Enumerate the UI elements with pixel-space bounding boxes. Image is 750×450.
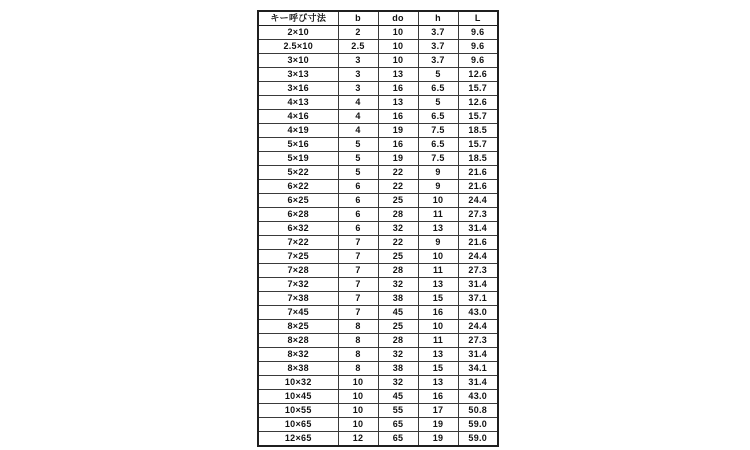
table-cell: 2.5×10 <box>258 40 338 54</box>
table-cell: 12.6 <box>458 96 498 110</box>
table-cell: 6.5 <box>418 138 458 152</box>
table-cell: 6 <box>338 208 378 222</box>
table-cell: 4×19 <box>258 124 338 138</box>
table-row <box>258 418 498 432</box>
table-row <box>258 390 498 404</box>
table-cell: 43.0 <box>458 390 498 404</box>
table-cell: 3.7 <box>418 54 458 68</box>
table-cell: 43.0 <box>458 306 498 320</box>
header-row <box>258 11 498 26</box>
table-cell: 7 <box>338 306 378 320</box>
table-row <box>258 292 498 306</box>
table-cell: 10 <box>338 376 378 390</box>
table-cell: 2.5 <box>338 40 378 54</box>
column-header-h: h <box>418 11 458 26</box>
table-cell: 13 <box>418 278 458 292</box>
table-row <box>258 152 498 166</box>
table-cell: 2 <box>338 26 378 40</box>
table-cell: 27.3 <box>458 334 498 348</box>
table-cell: 6×32 <box>258 222 338 236</box>
table-body <box>258 26 498 447</box>
table-cell: 9.6 <box>458 26 498 40</box>
table-row <box>258 320 498 334</box>
table-cell: 10×45 <box>258 390 338 404</box>
table-cell: 5 <box>338 152 378 166</box>
table-cell: 24.4 <box>458 250 498 264</box>
table-cell: 65 <box>378 418 418 432</box>
table-row <box>258 222 498 236</box>
table-cell: 7 <box>338 292 378 306</box>
table-cell: 8 <box>338 334 378 348</box>
table-cell: 31.4 <box>458 376 498 390</box>
table-cell: 31.4 <box>458 348 498 362</box>
table-cell: 10×65 <box>258 418 338 432</box>
column-header-L: L <box>458 11 498 26</box>
table-cell: 31.4 <box>458 222 498 236</box>
table-cell: 3 <box>338 54 378 68</box>
table-cell: 3.7 <box>418 40 458 54</box>
table-cell: 27.3 <box>458 264 498 278</box>
table-row <box>258 194 498 208</box>
table-cell: 28 <box>378 264 418 278</box>
table-cell: 8×32 <box>258 348 338 362</box>
table-cell: 24.4 <box>458 320 498 334</box>
table-cell: 7×45 <box>258 306 338 320</box>
table-cell: 5×22 <box>258 166 338 180</box>
table-cell: 25 <box>378 320 418 334</box>
table-cell: 10 <box>378 26 418 40</box>
table-cell: 10 <box>338 390 378 404</box>
table-row <box>258 250 498 264</box>
table-cell: 16 <box>378 138 418 152</box>
table-cell: 17 <box>418 404 458 418</box>
table-cell: 5 <box>338 166 378 180</box>
table-cell: 5 <box>418 68 458 82</box>
table-cell: 16 <box>418 390 458 404</box>
table-cell: 45 <box>378 306 418 320</box>
table-cell: 15 <box>418 292 458 306</box>
table-cell: 22 <box>378 236 418 250</box>
table-cell: 7×38 <box>258 292 338 306</box>
table-cell: 19 <box>378 124 418 138</box>
table-cell: 10 <box>418 320 458 334</box>
table-cell: 65 <box>378 432 418 447</box>
table-cell: 15.7 <box>458 110 498 124</box>
table-row <box>258 82 498 96</box>
table-cell: 2×10 <box>258 26 338 40</box>
table-cell: 18.5 <box>458 152 498 166</box>
table-cell: 7 <box>338 264 378 278</box>
column-header-b: b <box>338 11 378 26</box>
table-cell: 3×10 <box>258 54 338 68</box>
table-cell: 10 <box>378 54 418 68</box>
table-cell: 15 <box>418 362 458 376</box>
table-cell: 55 <box>378 404 418 418</box>
table-cell: 6.5 <box>418 110 458 124</box>
table-cell: 32 <box>378 348 418 362</box>
table-cell: 8×28 <box>258 334 338 348</box>
table-cell: 13 <box>418 376 458 390</box>
table-row <box>258 236 498 250</box>
table-cell: 9.6 <box>458 54 498 68</box>
table-row <box>258 334 498 348</box>
table-cell: 8×38 <box>258 362 338 376</box>
table-cell: 4 <box>338 110 378 124</box>
table-cell: 21.6 <box>458 236 498 250</box>
table-cell: 6×22 <box>258 180 338 194</box>
table-cell: 10 <box>378 40 418 54</box>
table-cell: 59.0 <box>458 432 498 447</box>
table-row <box>258 432 498 447</box>
table-row <box>258 54 498 68</box>
table-cell: 4 <box>338 96 378 110</box>
table-cell: 25 <box>378 250 418 264</box>
table-row <box>258 110 498 124</box>
table-cell: 12.6 <box>458 68 498 82</box>
key-dimension-table <box>257 10 499 447</box>
table-cell: 13 <box>378 68 418 82</box>
table-cell: 7×22 <box>258 236 338 250</box>
table-cell: 5 <box>338 138 378 152</box>
table-cell: 7×25 <box>258 250 338 264</box>
table-cell: 9 <box>418 236 458 250</box>
table-cell: 15.7 <box>458 82 498 96</box>
table-cell: 8 <box>338 362 378 376</box>
table-cell: 59.0 <box>458 418 498 432</box>
table-cell: 16 <box>378 110 418 124</box>
table-cell: 3×16 <box>258 82 338 96</box>
table-cell: 9 <box>418 166 458 180</box>
table-cell: 4 <box>338 124 378 138</box>
table-row <box>258 96 498 110</box>
table-cell: 10×55 <box>258 404 338 418</box>
table-cell: 6.5 <box>418 82 458 96</box>
table-cell: 3×13 <box>258 68 338 82</box>
table-row <box>258 362 498 376</box>
table-cell: 21.6 <box>458 166 498 180</box>
table-cell: 4×16 <box>258 110 338 124</box>
table-cell: 7.5 <box>418 152 458 166</box>
table-cell: 10 <box>338 418 378 432</box>
table-cell: 3.7 <box>418 26 458 40</box>
table-cell: 38 <box>378 292 418 306</box>
table-cell: 11 <box>418 334 458 348</box>
table-cell: 28 <box>378 208 418 222</box>
table-row <box>258 264 498 278</box>
table-cell: 22 <box>378 180 418 194</box>
table-row <box>258 166 498 180</box>
table-row <box>258 180 498 194</box>
table-cell: 13 <box>418 222 458 236</box>
table-cell: 10 <box>418 194 458 208</box>
table-cell: 18.5 <box>458 124 498 138</box>
table-cell: 32 <box>378 222 418 236</box>
table-cell: 7 <box>338 250 378 264</box>
table-cell: 38 <box>378 362 418 376</box>
table-row <box>258 376 498 390</box>
table-cell: 5×16 <box>258 138 338 152</box>
table-row <box>258 138 498 152</box>
table-cell: 6×25 <box>258 194 338 208</box>
table-cell: 7×28 <box>258 264 338 278</box>
table-cell: 6 <box>338 222 378 236</box>
table-row <box>258 278 498 292</box>
table-cell: 34.1 <box>458 362 498 376</box>
table-cell: 7 <box>338 236 378 250</box>
table-cell: 3 <box>338 68 378 82</box>
table-cell: 6 <box>338 180 378 194</box>
column-header-key-size: キー呼び寸法 <box>258 11 338 26</box>
table-cell: 6 <box>338 194 378 208</box>
table-row <box>258 40 498 54</box>
table-cell: 3 <box>338 82 378 96</box>
table-cell: 32 <box>378 376 418 390</box>
table-row <box>258 124 498 138</box>
table-cell: 4×13 <box>258 96 338 110</box>
table-cell: 32 <box>378 278 418 292</box>
table-cell: 5 <box>418 96 458 110</box>
table-cell: 12 <box>338 432 378 447</box>
table-row <box>258 306 498 320</box>
table-cell: 11 <box>418 264 458 278</box>
table-cell: 31.4 <box>458 278 498 292</box>
table-cell: 22 <box>378 166 418 180</box>
table-cell: 19 <box>418 432 458 447</box>
table-cell: 37.1 <box>458 292 498 306</box>
table-cell: 25 <box>378 194 418 208</box>
table-row <box>258 26 498 40</box>
table-cell: 16 <box>418 306 458 320</box>
table-cell: 16 <box>378 82 418 96</box>
table-cell: 10 <box>418 250 458 264</box>
table-row <box>258 404 498 418</box>
table-cell: 7×32 <box>258 278 338 292</box>
table-cell: 19 <box>418 418 458 432</box>
table-cell: 11 <box>418 208 458 222</box>
table-row <box>258 68 498 82</box>
table-cell: 10×32 <box>258 376 338 390</box>
table-cell: 12×65 <box>258 432 338 447</box>
table-cell: 5×19 <box>258 152 338 166</box>
table-cell: 28 <box>378 334 418 348</box>
table-cell: 19 <box>378 152 418 166</box>
table-cell: 13 <box>418 348 458 362</box>
table-cell: 7.5 <box>418 124 458 138</box>
table-row <box>258 348 498 362</box>
table-cell: 27.3 <box>458 208 498 222</box>
column-header-do: do <box>378 11 418 26</box>
table-cell: 15.7 <box>458 138 498 152</box>
table-cell: 8 <box>338 320 378 334</box>
table-cell: 21.6 <box>458 180 498 194</box>
table-cell: 24.4 <box>458 194 498 208</box>
table-cell: 9 <box>418 180 458 194</box>
table-cell: 10 <box>338 404 378 418</box>
table-cell: 8×25 <box>258 320 338 334</box>
table-cell: 13 <box>378 96 418 110</box>
table-cell: 50.8 <box>458 404 498 418</box>
table-cell: 8 <box>338 348 378 362</box>
table-cell: 6×28 <box>258 208 338 222</box>
table-cell: 7 <box>338 278 378 292</box>
table-row <box>258 208 498 222</box>
table-cell: 45 <box>378 390 418 404</box>
table-cell: 9.6 <box>458 40 498 54</box>
